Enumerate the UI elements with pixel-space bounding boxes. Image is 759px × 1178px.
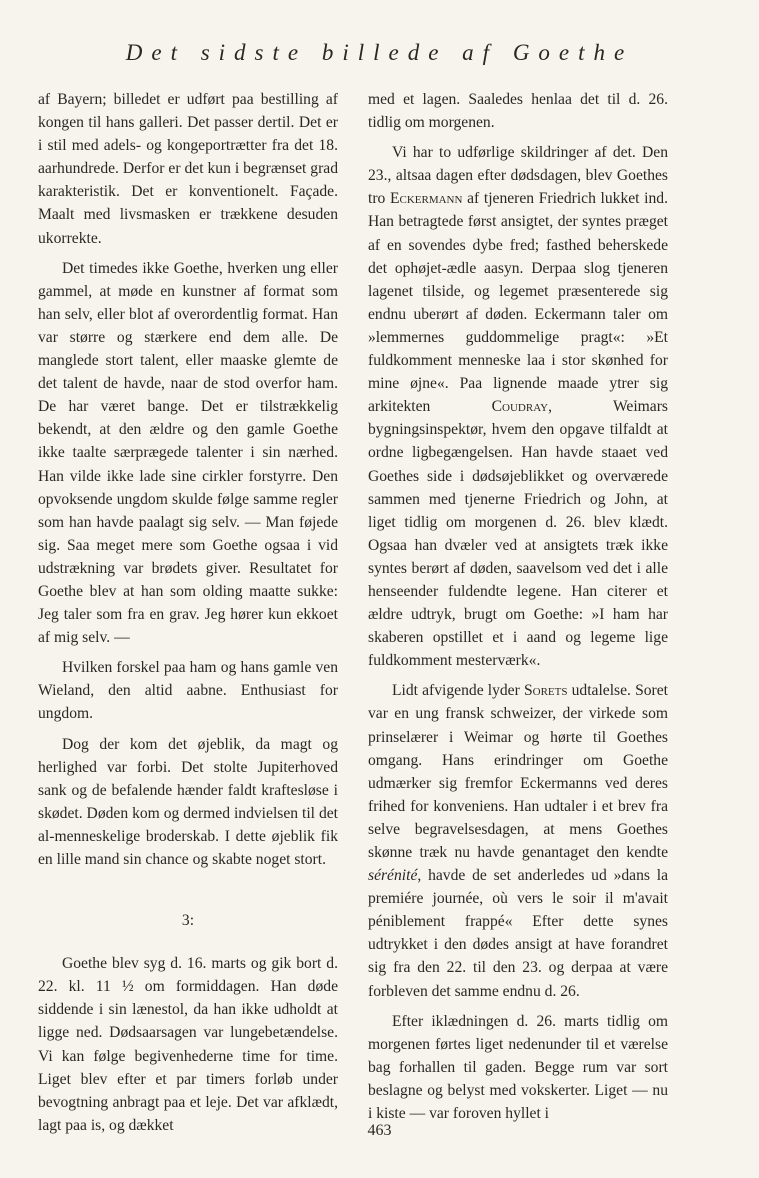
paragraph: Efter iklædningen d. 26. marts tidlig om morgenen førtes liget nedenunder til et værelse bag forhallen til gaden. Begge rum var sort beslagne og belyst med vokskerter. Liget — nu i kiste — var foroven hyllet i [368, 1012, 668, 1123]
paragraph-text: Lidt afvigende lyder [392, 682, 524, 700]
paragraph: Det timedes ikke Goethe, hverken ung eller gammel, at møde en kunstner af format som han selv, eller blot af overordentlig format. Han var større og stærkere end dem alle. De manglede stort talent, eller maaske glemte de det talent de havde, naar de stod overfor ham. De har været bange. Det er tilstrækkelig bekendt, at den ældre og den gamle Goethe ikke taalte særprægede talenter i sin nærhed. Han vilde ikke lade sine cirkler forstyrre. Den opvoksende ungdom skulde følge samme regler som han havde paalagt sig selv. — Man føjede sig. Saa meget mere som Goethe ogsaa i vid udstrækning var brødets giver. Resultatet for Goethe blev at han som olding maatte sukke: Jeg taler som fra en grav. Jeg hører kun ekkoet af mig selv. — [38, 259, 338, 647]
name-small-caps: Coudray [491, 398, 549, 416]
paragraph: af Bayern; billedet er udført paa bestilling af kongen til hans galleri. Det passer dertil. Det er i stil med adels- og kongeportrætter fra det 18. aarhundrede. Derfor er det kun i begrænset grad karakteristik. Det er konventionelt. Façade. Maalt med livsmasken er trækkene desuden ukorrekte. [38, 91, 338, 247]
running-head: Det sidste billede af Goethe [125, 40, 634, 65]
page-number: 463 [367, 1122, 392, 1139]
right-column [368, 88, 668, 1125]
paragraph-text: Vi har to udførlige skildringer af det. Den 23., altsaa dagen efter dødsdagen, blev Goethes tro [368, 144, 668, 208]
paragraph-text: , havde de set anderledes ud »dans la premiére journée, où vers le soir il m'avait péniblement frappé« Efter dette synes udtrykket i den dødes ansigt at have forandret sig fra den 22. til den 23. og derpaa at være forbleven det samme endnu d. 26. [368, 867, 668, 1000]
paragraph-text: af tjeneren Friedrich lukket ind. Han betragtede først ansigtet, der syntes præget af en sovendes dybe fred; fasthed beherskede det ophøjet-ædle aasyn. Derpaa slog tjeneren lagenet tilside, og legemet præsenterede sig endnu uberørt af døden. Eckermann taler om »lemmernes guddommelige pragt«: »Et fuldkomment menneske laa i stor skønhed for mine øjne«. Paa lignende maade ytrer sig arkitekten [368, 190, 668, 416]
name-small-caps: Sorets [523, 682, 568, 700]
name-small-caps: Eckermann [389, 190, 463, 208]
paragraph: Hvilken forskel paa ham og hans gamle ven Wieland, den altid aabne. Enthusiast for ungdom. [38, 659, 338, 723]
left-column [38, 88, 338, 1137]
paragraph: med et lagen. Saaledes henlaa det til d. 26. tidlig om morgenen. [368, 91, 668, 132]
paragraph [368, 679, 668, 1002]
paragraph-text: udtalelse. Soret var en ung fransk schweizer, der virkede som prinselærer i Weimar og hørte til Goethes omgang. Hans erindringer om Goethe udmærker sig fremfor Eckermanns ved deres frihed for konveniens. Han udtaler i et brev fra selve begravelsesdagen, at mens Goethes skønne træk nu havde genantaget den kendte [368, 682, 668, 861]
section-number: 3: [181, 912, 195, 930]
italic-term: sérénité [368, 867, 418, 885]
paragraph: Goethe blev syg d. 16. marts og gik bort d. 22. kl. 11 ½ om formiddagen. Han døde siddende i sin lænestol, da han ikke udholdt at ligge ned. Dødsaarsagen var lungebetændelse. Vi kan følge begivenhederne time for time. Liget blev efter et par timers forløb under bevogtning anbragt paa et leje. Det var afklædt, lagt paa is, og dækket [38, 955, 338, 1134]
paragraph-text: , Weimars bygningsinspektør, hvem den opgave tilfaldt at ordne ligbegængelsen. Han havde staaet ved Goethes side i dødsøjeblikket og overværede sammen med tjenerne Friedrich og John, at liget tidlig om morgenen d. 26. blev klædt. Ogsaa han dvæler ved at ansigtets træk ikke syntes berørt af døden, saavelsom ved det i alle henseender fuldendte legene. Han citerer et ældre udtryk, brugt om Goethe: »I ham har skaberen opstillet et i aand og legeme lige fuldkomment mesterværk«. [368, 398, 668, 670]
paragraph [368, 141, 668, 672]
paragraph: Dog der kom det øjeblik, da magt og herlighed var forbi. Det stolte Jupiterhoved sank og de befalende hænder faldt kraftesløse i skødet. Døden kom og dermed indvielsen til det al-menneskelige broderskab. I dette øjeblik fik en lille mand sin chance og skabte noget stort. [38, 735, 338, 868]
